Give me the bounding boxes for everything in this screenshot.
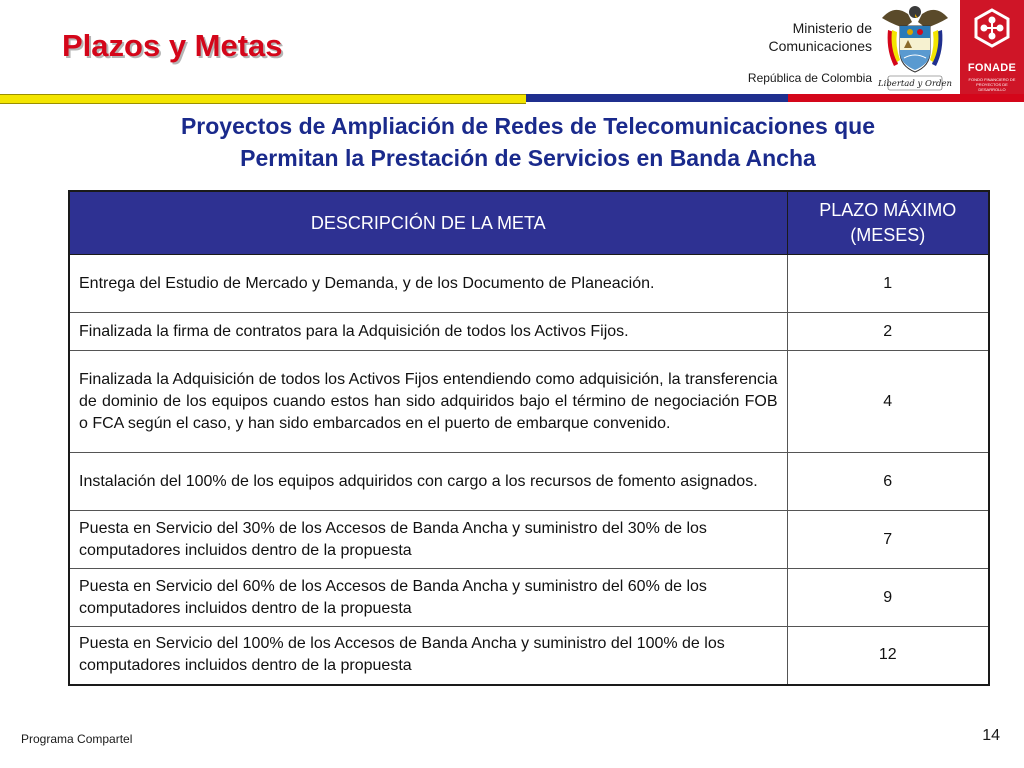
- header-stripe-red: [788, 94, 1024, 102]
- slide-subtitle: [0, 110, 1024, 174]
- page-number: 14: [982, 727, 1000, 744]
- table-row: [69, 453, 989, 511]
- header-max-term-line-2: (MESES): [850, 225, 926, 245]
- header-stripe-blue: [526, 94, 788, 102]
- fonade-emblem-icon: [960, 0, 1024, 60]
- table-row: [69, 313, 989, 351]
- table-row: [69, 511, 989, 569]
- goal-months: 2: [787, 313, 989, 351]
- goal-months: 6: [787, 453, 989, 511]
- table-row: [69, 569, 989, 627]
- goal-description: Instalación del 100% de los equipos adquiridos con cargo a los recursos de fomento asignados.: [69, 453, 787, 511]
- table-row: [69, 351, 989, 453]
- goal-months: 12: [787, 627, 989, 685]
- seal-motto: Libertad y Orden: [877, 79, 953, 89]
- header-stripe-yellow: [0, 94, 526, 104]
- ministry-line-2: Comunicaciones: [768, 38, 872, 54]
- subtitle-line-2: Permitan la Prestación de Servicios en Banda Ancha: [240, 145, 816, 171]
- subtitle-line-1: Proyectos de Ampliación de Redes de Telecomunicaciones que: [180, 113, 876, 139]
- ministry-name: [769, 19, 873, 55]
- ministry-line-1: Ministerio de: [792, 20, 872, 36]
- table-row: [69, 627, 989, 685]
- goal-description: Puesta en Servicio del 100% de los Accesos de Banda Ancha y suministro del 100% de los computadores incluidos dentro de la propuesta: [69, 627, 787, 685]
- footer-program: Programa Compartel: [21, 732, 133, 746]
- header-description: DESCRIPCIÓN DE LA META: [69, 191, 787, 255]
- goal-months: 1: [787, 255, 989, 313]
- table-header-row: [69, 191, 989, 255]
- goal-months: 7: [787, 511, 989, 569]
- coat-of-arms-icon: [874, 0, 956, 94]
- goal-description: Finalizada la firma de contratos para la Adquisición de todos los Activos Fijos.: [69, 313, 787, 351]
- fonade-name: FONADE: [967, 62, 1017, 74]
- goal-description: Puesta en Servicio del 60% de los Accesos de Banda Ancha y suministro del 60% de los computadores incluidos dentro de la propuesta: [69, 569, 787, 627]
- republic-label: República de Colombia: [747, 71, 872, 85]
- table-row: [69, 255, 989, 313]
- slide-title: Plazos y Metas: [62, 28, 283, 63]
- goal-months: 4: [787, 351, 989, 453]
- fonade-logo: [960, 0, 1024, 94]
- header-max-term-line-1: PLAZO MÁXIMO: [819, 200, 957, 220]
- header-max-term: [787, 191, 989, 255]
- goal-description: Puesta en Servicio del 30% de los Accesos de Banda Ancha y suministro del 30% de los computadores incluidos dentro de la propuesta: [69, 511, 787, 569]
- goal-months: 9: [787, 569, 989, 627]
- goals-table: [68, 190, 990, 686]
- fonade-subtitle: FONDO FINANCIERO DE PROYECTOS DE DESARROLLO: [968, 77, 1016, 92]
- goal-description: Finalizada la Adquisición de todos los Activos Fijos entendiendo como adquisición, la transferencia de dominio de los equipos cuando estos han sido adquiridos bajo el término de negociación FOB o FCA según el caso, y han sido embarcados en el puerto de embarque convenido.: [69, 351, 787, 453]
- goal-description: Entrega del Estudio de Mercado y Demanda, y de los Documento de Planeación.: [69, 255, 787, 313]
